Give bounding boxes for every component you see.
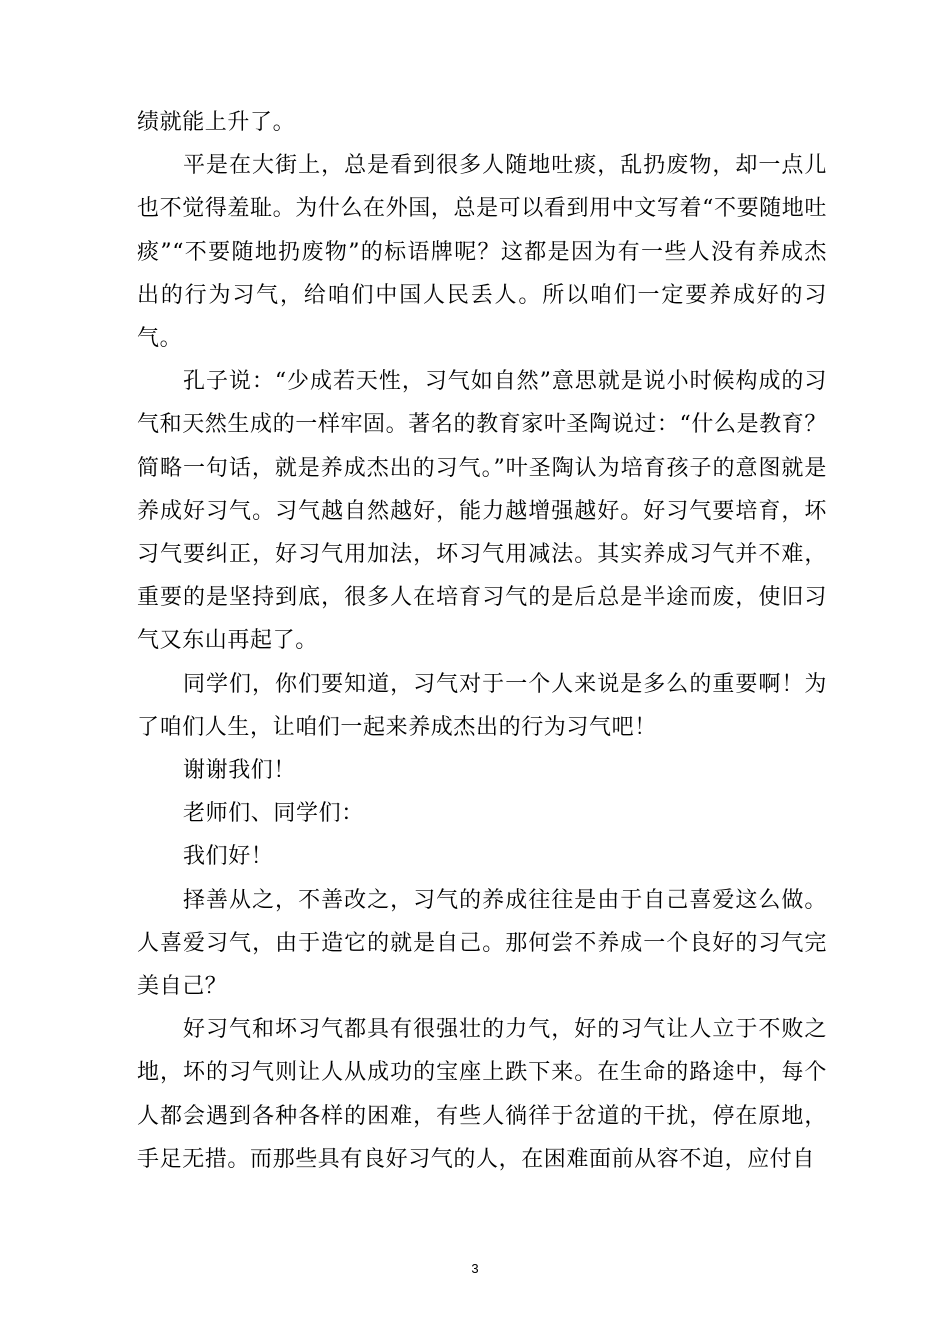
paragraph-continuation: 绩就能上升了。: [137, 110, 296, 135]
paragraph: 择善从之，不善改之，习气的养成往往是由于自己喜爱这么做。人喜爱习气，由于造它的就是自己。那何尝不养成一个良好的习气完美自己？: [137, 887, 827, 1000]
paragraph: 孔子说：“少成若天性，习气如自然”意思就是说小时候构成的习气和天然生成的一样牢固。著名的教育家叶圣陶说过：“什么是教育？简略一句话，就是养成杰出的习气。”叶圣陶认为培育孩子的意图就是养成好习气。习气越自然越好，能力越增强越好。好习气要培育，坏习气要纠正，好习气用加法，坏习气用减法。其实养成习气并不难，重要的是坚持到底，很多人在培育习气的是后总是半途而废，使旧习气又东山再起了。: [137, 369, 827, 654]
page-number: 3: [471, 1261, 479, 1276]
body-text: [137, 101, 827, 1181]
paragraph: 同学们，你们要知道，习气对于一个人来说是多么的重要啊！为了咱们人生，让咱们一起来养成杰出的行为习气吧！: [137, 671, 827, 740]
paragraph: 老师们、同学们：: [183, 801, 364, 827]
paragraph: 平是在大街上，总是看到很多人随地吐痰，乱扔废物，却一点儿也不觉得羞耻。为什么在外国，总是可以看到用中文写着“不要随地吐痰”“不要随地扔废物”的标语牌呢？这都是因为有一些人没有养成杰出的行为习气，给咱们中国人民丢人。所以咱们一定要养成好的习气。: [137, 153, 827, 352]
paragraph: 好习气和坏习气都具有很强壮的力气，好的习气让人立于不败之地，坏的习气则让人从成功的宝座上跌下来。在生命的路途中，每个人都会遇到各种各样的困难，有些人徜徉于岔道的干扰，停在原地，手足无措。而那些具有良好习气的人，在困难面前从容不迫，应付自: [137, 1017, 827, 1172]
paragraph: 谢谢我们！: [183, 758, 297, 784]
paragraph: 我们好！: [183, 844, 274, 870]
